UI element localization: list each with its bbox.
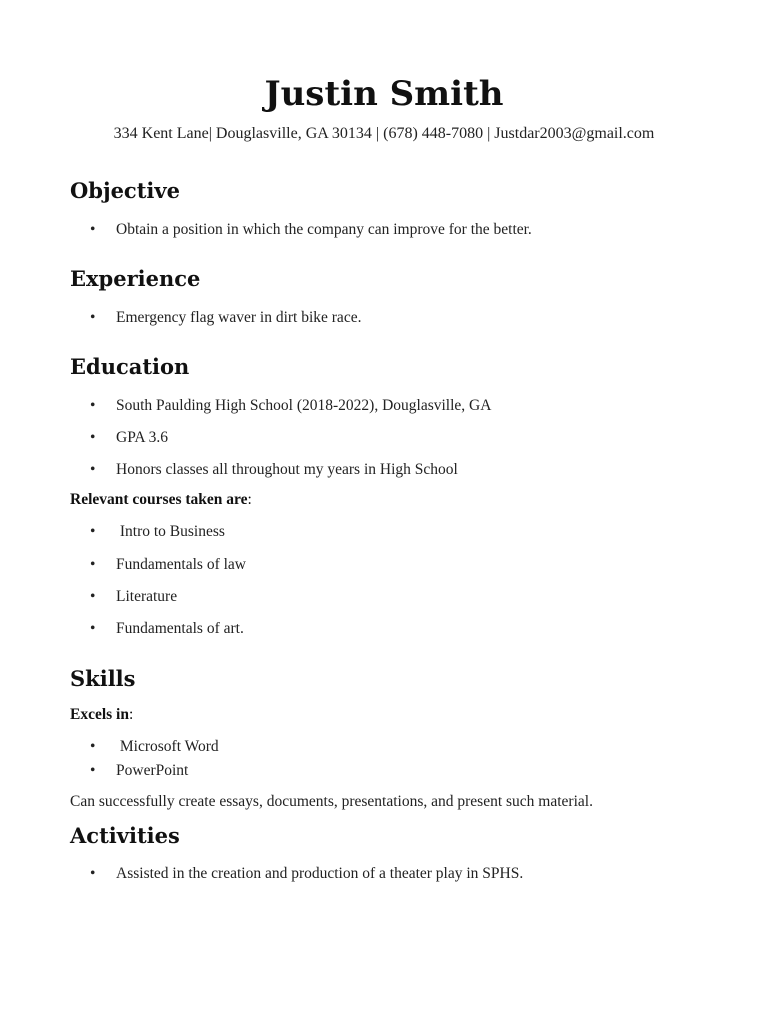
objective-item: Obtain a position in which the company can improve for the better.	[116, 221, 532, 238]
bullet-icon: •	[90, 620, 96, 637]
excels-label-text: Excels in	[70, 706, 129, 723]
bullet-icon: •	[90, 762, 96, 779]
courses-label-text: Relevant courses taken are	[70, 491, 248, 508]
bullet-icon: •	[90, 221, 96, 238]
courses-label	[70, 490, 252, 510]
bullet-icon: •	[90, 865, 96, 882]
resume-name: Justin Smith	[264, 74, 504, 114]
skills-heading: Skills	[70, 666, 136, 691]
activities-heading: Activities	[70, 823, 180, 848]
contact-line: 334 Kent Lane| Douglasville, GA 30134 | (678) 448-7080 | Justdar2003@gmail.com	[113, 125, 655, 142]
bullet-icon: •	[90, 429, 96, 446]
excels-label	[70, 705, 133, 725]
education-item: GPA 3.6	[116, 429, 168, 446]
education-item: South Paulding High School (2018-2022), Douglasville, GA	[116, 397, 492, 414]
bullet-icon: •	[90, 309, 96, 326]
skill-item: PowerPoint	[116, 762, 189, 779]
objective-heading: Objective	[70, 178, 180, 203]
course-item: Literature	[116, 588, 178, 605]
bullet-icon: •	[90, 556, 96, 573]
bullet-icon: •	[90, 397, 96, 414]
course-item: Fundamentals of art.	[116, 620, 244, 637]
education-item: Honors classes all throughout my years in High School	[116, 461, 458, 478]
bullet-icon: •	[90, 738, 96, 755]
course-item: Intro to Business	[116, 523, 225, 540]
activity-item: Assisted in the creation and production of a theater play in SPHS.	[116, 865, 524, 882]
bullet-icon: •	[90, 461, 96, 478]
courses-label-colon: :	[247, 491, 252, 508]
education-heading: Education	[70, 354, 190, 379]
bullet-icon: •	[90, 588, 96, 605]
excels-label-colon: :	[129, 706, 134, 723]
skill-item: Microsoft Word	[116, 738, 219, 755]
course-item: Fundamentals of law	[116, 556, 247, 573]
experience-heading: Experience	[70, 266, 201, 291]
experience-item: Emergency flag waver in dirt bike race.	[116, 309, 362, 326]
skills-summary: Can successfully create essays, documents, presentations, and present such material.	[70, 793, 593, 810]
bullet-icon: •	[90, 523, 96, 540]
